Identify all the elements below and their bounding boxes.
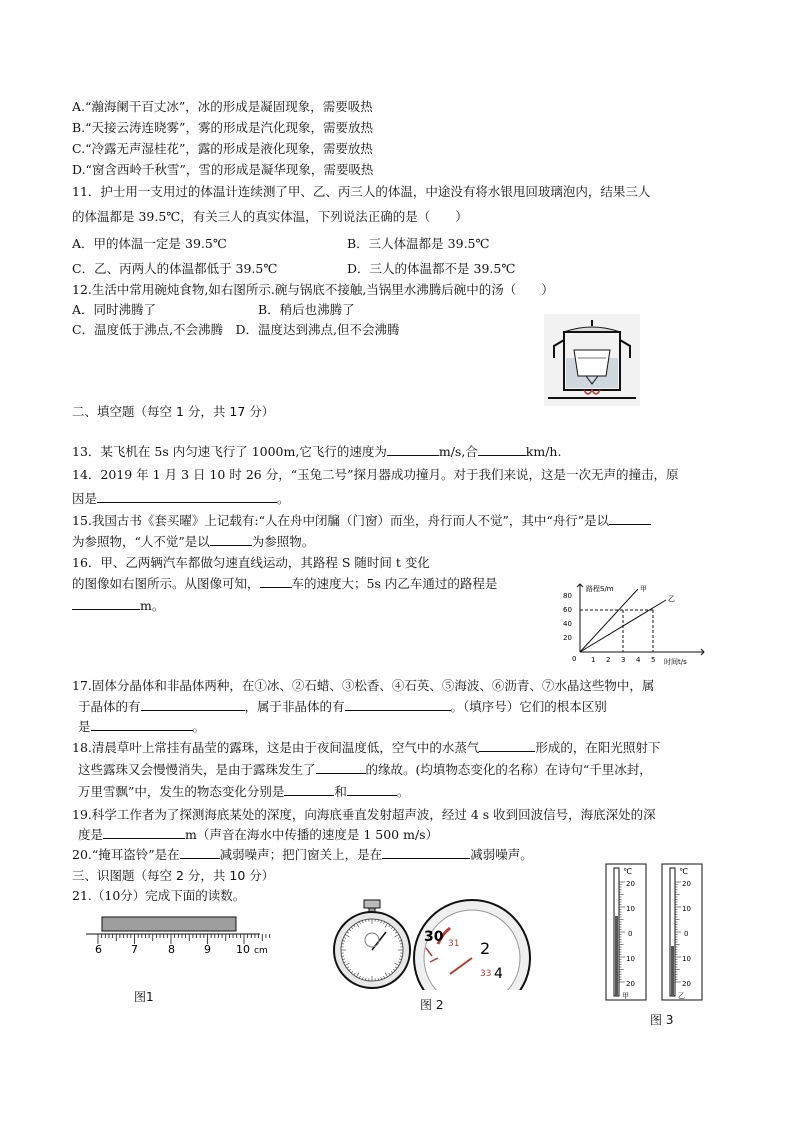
graph-line-jia — [580, 589, 638, 652]
q18-line2 — [78, 760, 652, 780]
q18-text-1: 18.清晨草叶上常挂有晶莹的露珠，这是由于夜间温度低，空气中的水蒸气 — [72, 740, 480, 755]
stopwatch-figure — [322, 896, 542, 990]
figure-3-caption: 图 3 — [650, 1013, 674, 1027]
q14-text-1: 因是 — [72, 491, 98, 506]
q18-text-5: 万里雪飘”中，发生的物态变化分别是 — [78, 784, 285, 799]
q17-text-5: 。 — [192, 719, 206, 734]
q18-blank-3[interactable] — [284, 782, 334, 796]
q13-text-2: m/s,合 — [438, 444, 478, 459]
q17-text-1: 于晶体的有 — [78, 699, 141, 714]
q11-stem-line2: 的体温都是 39.5℃，有关三人的真实体温，下列说法正确的是（ ） — [72, 209, 468, 224]
graph-xtick-3: 3 — [621, 656, 626, 664]
q20-blank-1[interactable] — [180, 845, 220, 859]
q17-text-2: ，属于非晶体的有 — [244, 699, 345, 714]
yi-scale-top-10: 10 — [682, 905, 691, 913]
q12-option-cd: C．温度低于沸点,不会沸腾 D．温度达到沸点,但不会沸腾 — [72, 322, 400, 337]
q13-blank-2[interactable] — [478, 442, 526, 456]
q14-text-2: 。 — [277, 491, 290, 506]
ruler-unit: cm — [254, 946, 268, 956]
q17-text-4: 是 — [78, 719, 91, 734]
q15-text-line1: 15.我国古书《套买曜》上记载有:“人在舟中闭牖（门窗）而坐，舟行而人不觉”，其中“舟行”是以 — [72, 513, 610, 528]
graph-ytick-20: 20 — [563, 634, 572, 642]
figure-1-caption: 图1 — [134, 990, 154, 1004]
q17-text-3: 。（填序号）它们的根本区别 — [450, 699, 607, 714]
q13 — [72, 442, 561, 462]
yi-scale-top-20: 20 — [682, 880, 691, 888]
q18-text-7: 。 — [396, 784, 410, 799]
q18-text-6: 和 — [334, 784, 347, 799]
graph-xtick-2: 2 — [606, 656, 611, 664]
q18-text-2: 形成的，在阳光照射下 — [535, 740, 661, 755]
yi-scale-0: 0 — [684, 930, 689, 938]
q20-text-2: 减弱噪声；把门窗关上，是在 — [219, 847, 383, 862]
graph-xlabel: 时间t/s — [664, 658, 687, 666]
graph-xtick-4: 4 — [636, 656, 641, 664]
section-2-heading: 二、填空题（每空 1 分，共 17 分） — [72, 404, 275, 419]
q15-line2 — [72, 532, 314, 552]
q10-option-a: A.“瀚海阑干百丈冰”，冰的形成是凝固现象，需要吸热 — [72, 99, 373, 114]
q12-option-a: A．同时沸腾了 — [72, 302, 157, 317]
q20 — [72, 845, 533, 865]
q18-blank-1[interactable] — [479, 738, 535, 752]
q15-line1 — [72, 511, 651, 531]
q20-text-3: 减弱噪声。 — [470, 847, 533, 862]
q14-line2 — [72, 489, 290, 509]
q12-option-b: B．稍后也沸腾了 — [258, 302, 355, 317]
q15-text-1: 为参照物，“人不觉”是以 — [72, 534, 210, 549]
dial-number-33: 33 — [480, 969, 492, 979]
dial-number-30: 30 — [424, 929, 444, 945]
q17-blank-2[interactable] — [345, 697, 451, 711]
q10-option-b: B.“天接云涛连晓雾”，雾的形成是汽化现象，需要放热 — [72, 120, 373, 135]
q15-text-2: 为参照物。 — [251, 534, 315, 549]
measured-block — [102, 917, 236, 931]
q17-line2 — [78, 697, 607, 717]
graph-ylabel: 路程S/m — [586, 585, 614, 593]
q16-text-3: m。 — [140, 598, 165, 613]
q18-text-4: 的缘故。(均填物态变化的名称）在诗句“千里冰封， — [365, 762, 652, 777]
q16-blank-2[interactable] — [72, 596, 140, 610]
q19-stem-line1: 19.科学工作者为了探测海底某处的深度，向海底垂直发射超声波，经过 4 s 收到回波信号，海底深处的深 — [72, 807, 656, 822]
stopwatch-crown — [364, 900, 380, 908]
dial-number-4: 4 — [494, 966, 503, 982]
graph-label-jia: 甲 — [640, 585, 647, 593]
q16-text-1: 的图像如右图所示。从图像可知， — [72, 576, 260, 591]
q10-option-c: C.“冷露无声湿桂花”，露的形成是液化现象，需要放热 — [72, 141, 373, 156]
graph-ytick-40: 40 — [563, 620, 572, 628]
q10-option-d: D.“窗含西岭千秋雪”，雪的形成是凝华现象，需要吸热 — [72, 162, 374, 177]
yi-scale-bottom-20: 20 — [682, 980, 691, 988]
graph-ytick-60: 60 — [563, 606, 572, 614]
q12-stem: 12.生活中常用碗炖食物,如右图所示.碗与锅底不接触,当锅里水沸腾后碗中的汤（ ） — [72, 282, 554, 297]
dial-number-31: 31 — [448, 939, 460, 949]
q17-blank-3[interactable] — [91, 717, 193, 731]
section-3-heading: 三、识图题（每空 2 分，共 10 分） — [72, 868, 275, 883]
ruler-tick-10: 10 — [236, 943, 250, 956]
q18-line3 — [78, 782, 409, 802]
q17-blank-1[interactable] — [141, 697, 245, 711]
thermometer-jia-unit: ℃ — [623, 867, 632, 876]
q14-stem-line1: 14．2019 年 1 月 3 日 10 时 26 分，“玉兔二号”探月器成功撞月。对于我们来说，这是一次无声的撞击，原 — [72, 467, 679, 482]
q16-stem-line1: 16．甲、乙两辆汽车都做匀速直线运动，其路程 S 随时间 t 变化 — [72, 555, 430, 570]
thermometers-figure — [604, 862, 708, 1006]
q13-text-3: km/h. — [525, 444, 562, 459]
q14-blank[interactable] — [97, 489, 277, 503]
thermometer-jia — [606, 864, 646, 1000]
q16-text-2: 车的速度大；5s 内乙车通过的路程是 — [291, 576, 498, 591]
q18-text-3: 这些露珠又会慢慢消失，是由于露珠发生了 — [78, 762, 316, 777]
thermometer-yi — [662, 864, 702, 1000]
q15-blank-2[interactable] — [210, 532, 252, 546]
q19-text-2: m（声音在海水中传播的速度是 1 500 m/s） — [185, 827, 439, 842]
thermometer-yi-unit: ℃ — [679, 867, 688, 876]
jia-scale-bottom-20: 20 — [626, 980, 635, 988]
ruler-tick-6: 6 — [95, 943, 102, 956]
q16-line2 — [72, 574, 497, 594]
jia-scale-top-10: 10 — [626, 905, 635, 913]
graph-origin: 0 — [572, 655, 577, 663]
thermometer-jia-label: 甲 — [622, 992, 629, 1000]
yi-scale-bottom-10: 10 — [682, 955, 691, 963]
q20-blank-2[interactable] — [382, 845, 470, 859]
dial-number-2: 2 — [480, 939, 491, 958]
jia-scale-0: 0 — [628, 930, 633, 938]
figure-2-caption: 图 2 — [420, 998, 444, 1012]
q13-text-1: 13．某飞机在 5s 内匀速飞行了 1000m,它飞行的速度为 — [72, 444, 387, 459]
ruler-tick-8: 8 — [168, 943, 175, 956]
ruler-tick-7: 7 — [131, 943, 138, 956]
graph-xtick-1: 1 — [591, 656, 596, 664]
graph-xtick-5: 5 — [651, 656, 656, 664]
q16-line3 — [72, 596, 164, 616]
q11-option-d: D．三人的体温都不是 39.5℃ — [347, 261, 516, 276]
q20-text-1: 20.“掩耳盗铃”是在 — [72, 847, 180, 862]
q11-option-b: B．三人体温都是 39.5℃ — [347, 236, 490, 251]
thermometer-yi-label: 乙 — [678, 992, 685, 1000]
q19-text-1: 度是 — [78, 827, 104, 842]
ruler-figure — [84, 914, 280, 972]
q18-line1 — [72, 738, 660, 758]
jia-scale-top-20: 20 — [626, 880, 635, 888]
q19-blank[interactable] — [103, 825, 185, 839]
pot-bowl-figure — [544, 314, 640, 406]
q13-blank-1[interactable] — [387, 442, 439, 456]
q21-stem: 21.（10分）完成下面的读数。 — [72, 888, 246, 903]
q16-blank-1[interactable] — [260, 574, 292, 588]
graph-label-yi: 乙 — [668, 595, 675, 603]
thermometer-jia-liquid — [615, 916, 618, 996]
thermometer-yi-liquid — [671, 946, 674, 996]
q15-blank-1[interactable] — [609, 511, 651, 525]
q17-stem-line1: 17.固体分晶体和非晶体两种，在①冰、②石蜡、③松香、④石英、⑤海波、⑥沥青、⑦水晶这些物中，属 — [72, 678, 655, 693]
q11-option-a: A．甲的体温一定是 39.5℃ — [72, 236, 227, 251]
jia-scale-bottom-10: 10 — [626, 955, 635, 963]
q19-line2 — [78, 825, 438, 845]
ruler-tick-9: 9 — [204, 943, 211, 956]
graph-ytick-80: 80 — [563, 592, 572, 600]
q11-stem-line1: 11．护士用一支用过的体温计连续测了甲、乙、丙三人的体温，中途没有将水银甩回玻璃泡内，结果三人 — [72, 184, 651, 199]
q11-option-c: C．乙、丙两人的体温都低于 39.5℃ — [72, 261, 278, 276]
q17-line3 — [78, 717, 205, 737]
q18-blank-2[interactable] — [316, 760, 366, 774]
distance-time-graph — [556, 582, 706, 670]
q18-blank-4[interactable] — [347, 782, 397, 796]
